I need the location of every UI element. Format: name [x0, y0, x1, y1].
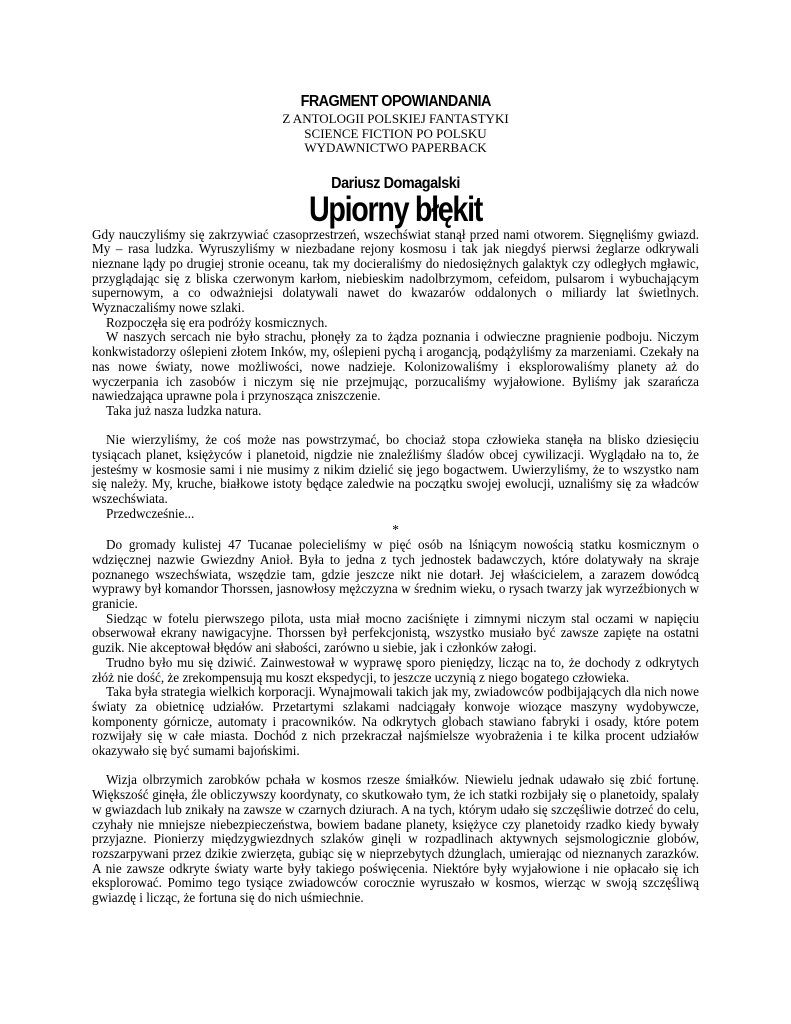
- subtitle-anthology: Z ANTOLOGII POLSKIEJ FANTASTYKI: [282, 111, 509, 126]
- paragraph: Taka już nasza ludzka natura.: [106, 402, 262, 418]
- section-separator: *: [392, 521, 399, 537]
- document-page: [92, 92, 699, 906]
- paragraph: Przedwcześnie...: [106, 505, 195, 521]
- subtitle-series: SCIENCE FICTION PO POLSKU: [304, 125, 487, 141]
- heading-block: [92, 92, 699, 228]
- author-name: Dariusz Domagalski: [331, 174, 460, 192]
- paragraph: Gdy nauczyliśmy się zakrzywiać czasoprzestrzeń, wszechświat stanął przed nami otworem. Sięgnęliśmy gwiazd. My – rasa ludzka. Wyruszyliśmy w niezbadane rejony kosmosu i tak jak niegdyś pierwsi żeglarze odkrywali nieznane lądy po drugiej stronie oceanu, tak my docieraliśmy do niedosiężnych galaktyk czy odległych mgławic, przyglądając się z bliska czerwonym karłom, niebieskim nadolbrzymom, cefeidom, pulsarom i wybuchającym supernowym, a co odważniejsi dolatywali nawet do kwazarów oddalonych o miliardy lat świetlnych. Wyznaczaliśmy nowe szlaki.: [92, 226, 699, 316]
- paragraph: Siedząc w fotelu pierwszego pilota, usta miał mocno zaciśnięte i zimnymi niczym stal oczami w napięciu obserwował ekrany nawigacyjne. Thorssen był perfekcjonistą, wszystko musiało być zawsze zapięte na ostatni guzik. Nie akceptował błędów ani słabości, zarówno u siebie, jak i członków załogi.: [92, 610, 699, 656]
- paragraph: Rozpoczęła się era podróży kosmicznych.: [106, 314, 328, 330]
- paragraph: Do gromady kulistej 47 Tucanae polecieliśmy w pięć osób na lśniącym nowością statku kosmicznym o wdzięcznej nazwie Gwiezdny Anioł. Była to jedna z tych jednostek badawczych, które dolatywały na skraje poznanego wszechświata, wszędzie tam, gdzie jeszcze nikt nie dotarł. Jej właścicielem, a zarazem dowódcą wyprawy był komandor Thorssen, jasnowłosy mężczyzna w średnim wieku, o rysach twarzy jak wyrzeźbionych w granicie.: [92, 537, 699, 612]
- story-body: [92, 228, 699, 906]
- paragraph: W naszych sercach nie było strachu, płonęły za to żądza poznania i odwieczne pragnienie podboju. Niczym konkwistadorzy oślepieni złotem Inków, my, oślepieni pychą i arogancją, podążyliśmy za marzeniami. Czekały na nas nowe światy, nowe możliwości, nowe nadzieje. Kolonizowaliśmy i eksplorowaliśmy planety aż do wyczerpania ich zasobów i niczym się nie przejmując, porzucaliśmy wyjałowione. Byliśmy jak szarańcza nawiedzająca uprawne pola i przynosząca zniszczenie.: [92, 329, 699, 404]
- paragraph: Trudno było mu się dziwić. Zainwestował w wyprawę sporo pieniędzy, licząc na to, że dochody z odkrytych złóż nie dość, że zrekompensują mu koszt ekspedycji, to jeszcze uczynią z niego bogatego człowieka.: [92, 654, 699, 685]
- paragraph: Taka była strategia wielkich korporacji. Wynajmowali takich jak my, zwiadowców podbijających dla nich nowe światy za obietnicę udziałów. Przetartymi szlakami nadciągały konwoje wiozące maszyny wydobywcze, komponenty górnicze, automaty i pracowników. Na odkrytych globach stawiano fabryki i osady, które potem rozwijały się w całe miasta. Dochód z nich przekraczał najśmielsze wyobrażenia i te kilka procent udziałów okazywało się być sumami bajońskimi.: [92, 684, 699, 759]
- paragraph: Nie wierzyliśmy, że coś może nas powstrzymać, bo chociaż stopa człowieka stanęła na blisko dziesięciu tysiącach planet, księżyców i planetoid, nigdzie nie znaleźliśmy śladów obcej cywilizacji. Wyglądało na to, że jesteśmy w kosmosie sami i nie musimy z nikim dzielić się jego bogactwem. Uwierzyliśmy, że to wszystko nam się należy. My, kruche, białkowe istoty będące zaledwie na początku swojej ewolucji, uznaliśmy się za władców wszechświata.: [92, 432, 699, 507]
- paragraph: Wizja olbrzymich zarobków pchała w kosmos rzesze śmiałków. Niewielu jednak udawało się zbić fortunę. Większość ginęła, źle obliczywszy koordynaty, co skutkowało tym, że ich statki rozbijały się o planetoidy, spalały w gwiazdach lub znikały na zawsze w czarnych dziurach. A na tych, którym udało się szczęśliwie dotrzeć do celu, czyhały nie mniejsze niebezpieczeństwa, bowiem badane planety, księżyce czy planetoidy rzadko kiedy bywały przyjazne. Pionierzy międzygwiezdnych szlaków ginęli w rozpadlinach aktywnych sejsmologicznie globów, rozszarpywani przez dzikie zwierzęta, gubiąc się w nieprzebytych dżunglach, umierając od nieznanych zarazków. A nie zawsze odkryte światy warte były takiego poświęcenia. Niektóre były wyjałowione i nie opłacało się ich eksplorować. Pomimo tego tysiące zwiadowców corocznie wyruszało w kosmos, wierząc w swoją szczęśliwą gwiazdę i licząc, że fortuna się do nich uśmiechnie.: [92, 772, 699, 906]
- subtitle-publisher: WYDAWNICTWO PAPERBACK: [304, 140, 487, 155]
- fragment-title: FRAGMENT OPOWIANDANIA: [300, 93, 491, 110]
- story-title: Upiorny błękit: [309, 189, 482, 229]
